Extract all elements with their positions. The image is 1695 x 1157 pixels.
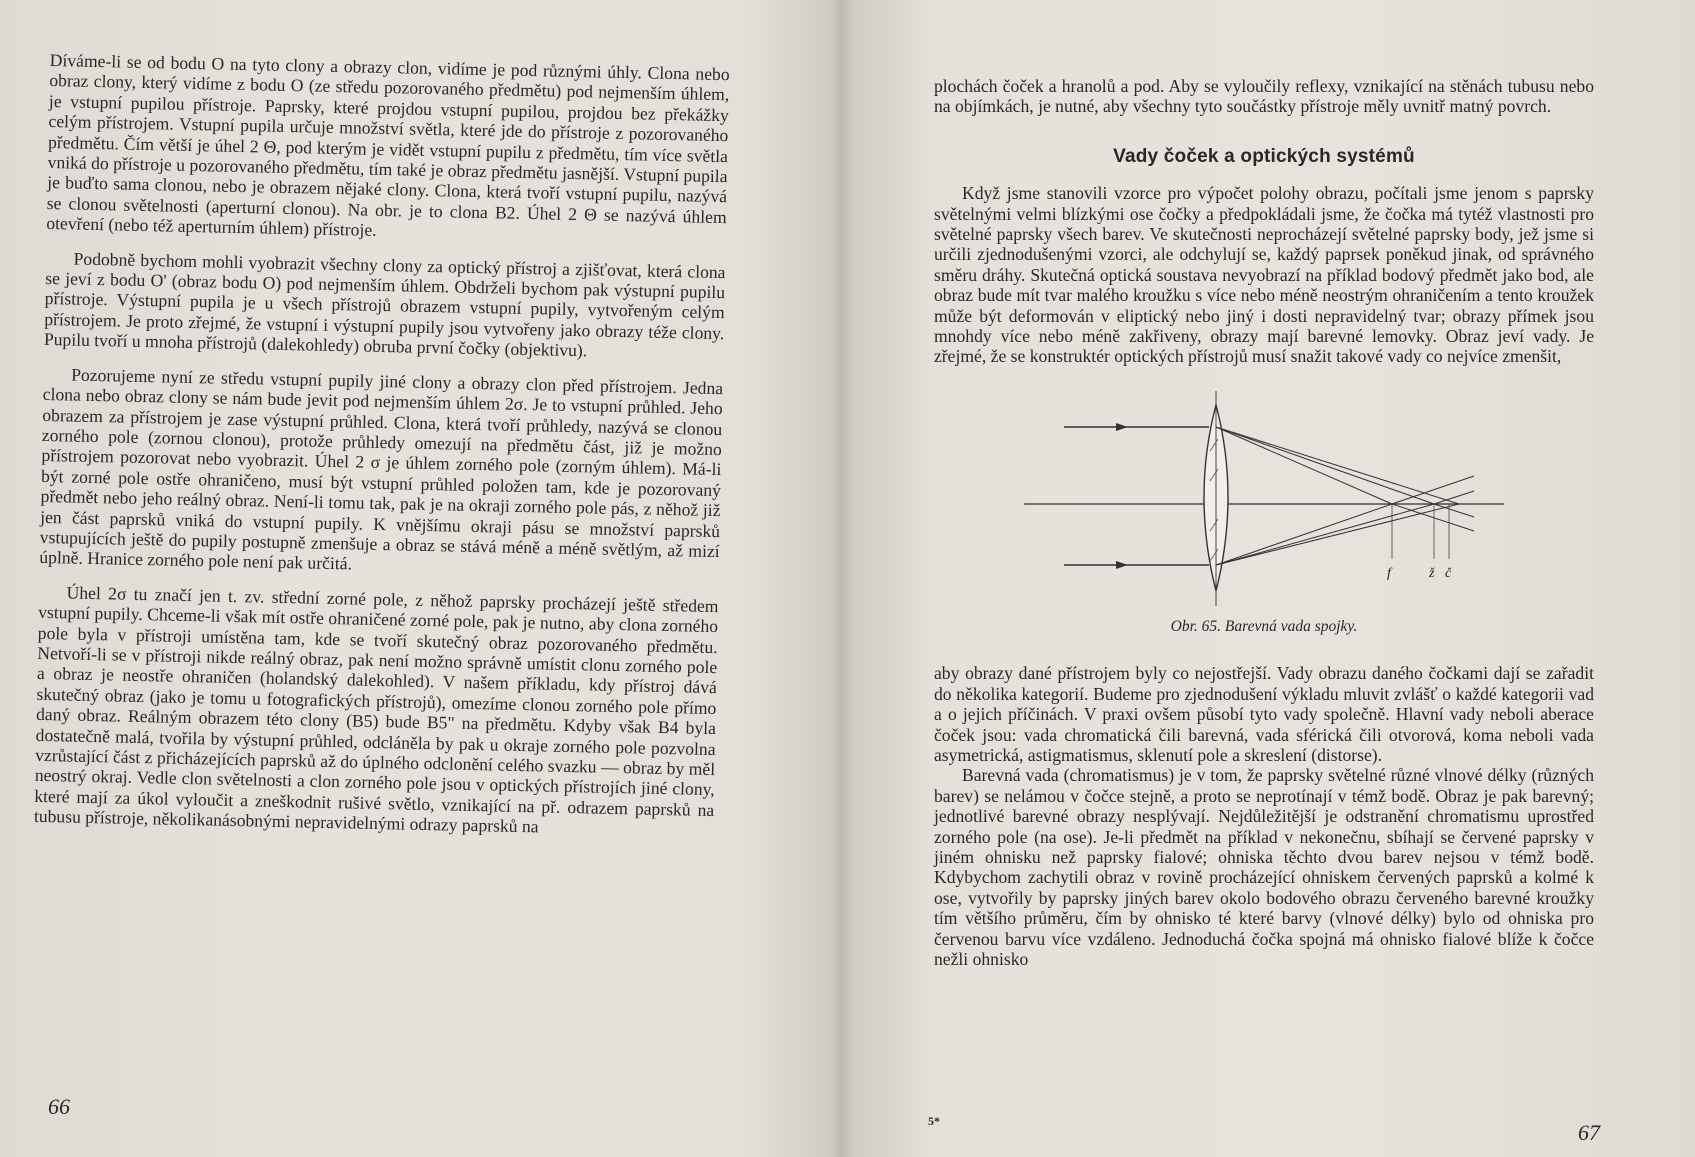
right-text-column	[934, 76, 1594, 969]
focus-label-z: ž	[1429, 565, 1435, 581]
section-heading: Vady čoček a optických systémů	[1113, 145, 1415, 167]
page-number-left: 66	[48, 1094, 70, 1119]
page-number-right: 67	[1578, 1120, 1600, 1145]
right-paragraph-3: Barevná vada (chromatismus) je v tom, že paprsky světelné různé vlnové délky (různých barev) se nelámou v čočce stejně, a proto se neprotínají v témž bodě. Obraz je pak barevný; jednotlivé barevné obrazy nesplývají. Nejdůležitější je odstranění chromatismu uprostřed zorného pole (na ose). Je-li předmět na příklad v nekonečnu, sbíhají se červené paprsky v jiném ohnisku než paprsky fialové; ohniska těchto dvou barev nejsou v témž bodě. Kdybychom zachytili obraz v rovině procházející ohniskem červených paprsků a kolmé k ose, vytvořily by paprsky jiných barev okolo bodového obrazu červeného barevné kroužky tím většího průměru, čím by ohnisko té které barvy (vlnové délky) bylo od ohniska pro červenou barvu více vzdáleno. Jednoduchá čočka spojná má ohnisko fialové blíže k čočce nežli ohnisko	[934, 765, 1594, 969]
focus-label-f: f	[1387, 565, 1391, 581]
chromatic-aberration-diagram	[1004, 381, 1524, 611]
focus-markers	[1392, 504, 1449, 559]
right-paragraph-2: aby obrazy dané přístrojem byly co nejostřejší. Vady obrazu daného čočkami dají se zařadit do několika kategorií. Budeme pro zjednodušení výkladu mluvit zvlášť o každé kategorii vad a o jejich příčinách. V praxi ovšem působí tyto vady společně. Hlavní vady neboli aberace čoček jsou: vada chromatická čili barevná, vada sférická čili otvorová, koma neboli vada asymetrická, astigmatismus, sklenutí pole a skreslení (distorse).	[934, 663, 1594, 765]
right-paragraph-1: Když jsme stanovili vzorce pro výpočet polohy obrazu, počítali jsme jenom s paprsky světelnými velmi blízkými ose čočky a předpokládali jsme, že čočka má tytéž vlastnosti pro světelné paprsky všech barev. Ve skutečnosti neprocházejí světelné paprsky body, jež jsme si určili zjednodušenými vzorci, ale odchylují se, každý paprsek poněkud jinak, od správného směru dráhy. Skutečná optická soustava nevyobrazí na příklad bodový předmět jako bod, ale obraz bude mít tvar malého kroužku s více nebo méně neostrým ohraničením a tento kroužek může být deformován v eliptický nebo jiný i dosti nepravidelný tvar; obrazy přímek jsou mnohdy více nebo méně zakřiveny, obrazy mají barevné lemovky. Obraz jeví vady. Je zřejmé, že se konstruktér optických přístrojů musí snažit takové vady co nejvíce zmenšit,	[934, 183, 1594, 367]
signature-mark: 5*	[928, 1114, 940, 1128]
left-text-column	[34, 50, 730, 841]
arrow-bottom-icon	[1116, 561, 1128, 569]
left-paragraph-3: Pozorujeme nyní ze středu vstupní pupily jiné clony a obrazy clon před přístrojem. Jedna clona nebo obraz clony se nám bude jevit pod nejmenším úhlem 2σ. Je to vstupní průhled. Jeho obrazem za přístrojem je zase výstupní průhled. Clona, která tvoří průhledy, nazývá se clonou zorného pole (zornou clonou), protože průhledy omezují na předmětu část, již je možno přístrojem pozorovat nebo vyobrazit. Úhel 2 σ je úhlem zorného pole (zorným úhlem). Má-li být zorné pole ostře ohraničeno, musí být vstupní průhled položen tam, kde je pozorovaný předmět nebo jeho reálný obraz. Není-li tomu tak, pak je na okraji zorného pole pás, z něhož již jen část paprsků vniká do vstupní pupily. K vnějšímu okraji pásu se množství paprsků vstupujících ještě do pupily postupně zmenšuje a obraz se stává méně a méně světlým, až mizí úplně. Hranice zorného pole není pak určitá.	[39, 364, 724, 574]
focus-label-c: č	[1445, 565, 1452, 581]
left-paragraph-4: Úhel 2σ tu značí jen t. zv. střední zorné pole, z něhož paprsky procházejí ještě středem vstupní pupily. Chceme-li však mít ostře ohraničené zorné pole, pak je nutno, aby clona zorného pole byla v přístroji umístěna tam, kde se tvoří skutečný obraz pozorovaného předmětu. Netvoří-li se v přístroji nikde reálný obraz, pak není možno správně umístit clonu zorného pole a obraz je neostře ohraničen (holandský dalekohled). V našem příkladu, kdy přístroj dává skutečný obraz (jako je tomu u fotografických přístrojů), omezíme clonou zorného pole přímo daný obraz. Reálným obrazem této clony (B5) bude B5" na předmětu. Kdyby však B4 byla dostatečně malá, tvořila by výstupní průhled, odcláněla by pak u okraje zorného pole pozvolna vzrůstající část z přicházejících paprsků až do úplného odclonění celého svazku — obraz by měl neostrý okraj. Vedle clon světelnosti a clon zorného pole jsou v optických přístrojích jiné clony, které mají za úkol vyloučit a zneškodnit rušivé světlo, vznikající na př. odrazem paprsků na tubusu přístroje, několikanásobnými nepravidelnými odrazy paprsků na	[33, 582, 719, 837]
right-intro-paragraph: plochách čoček a hranolů a pod. Aby se vyloučily reflexy, vznikající na stěnách tubusu nebo na objímkách, je nutné, aby všechny tyto součástky přístroje měly uvnitř matný povrch.	[934, 76, 1594, 117]
left-page	[0, 0, 832, 1157]
right-page	[848, 0, 1695, 1157]
left-paragraph-2: Podobně bychom mohli vyobrazit všechny clony za optický přístroj a zjišťovat, která clona se jeví z bodu O' (obraz bodu O) pod nejmenším úhlem. Obdrželi bychom pak výstupní pupilu přístroje. Výstupní pupila je u všech přístrojů obrazem vstupní pupily, vytvořeným celým přístrojem. Je proto zřejmé, že vstupní i výstupní pupily jsou vytvořeny jako obrazy téže clony. Pupilu tvoří u mnoha přístrojů (dalekohledy) obruba první čočky (objektivu).	[43, 248, 726, 361]
left-paragraph-1: Díváme-li se od bodu O na tyto clony a obrazy clon, vidíme je pod různými úhly. Clona nebo obraz clony, který vidíme z bodu O (ze středu pozorovaného předmětu) pod nejmenším úhlem, je vstupní pupilou přístroje. Paprsky, které projdou vstupní pupilou, projdou bez překážky celým přístrojem. Vstupní pupila určuje množství světla, které jde do přístroje z pozorovaného předmětu. Čím větší je úhel 2 Θ, pod kterým je vidět vstupní pupilu z předmětu, tím více světla vniká do přístroje u pozorovaného předmětu, tím také je obraz předmětu jasnější. Vstupní pupila je buďto sama clonou, nebo je obrazem nějaké clony. Clona, která tvoří vstupní pupilu, nazývá se clonou světelnosti (aperturní clonou). Na obr. je to clona B2. Úhel 2 Θ se nazývá úhlem otevření (nebo též aperturním úhlem) přístroje.	[46, 50, 730, 241]
lens-figure	[1004, 381, 1524, 611]
arrow-top-icon	[1116, 423, 1128, 431]
figure-caption: Obr. 65. Barevná vada spojky.	[1170, 617, 1358, 635]
refracted-rays	[1216, 427, 1474, 565]
